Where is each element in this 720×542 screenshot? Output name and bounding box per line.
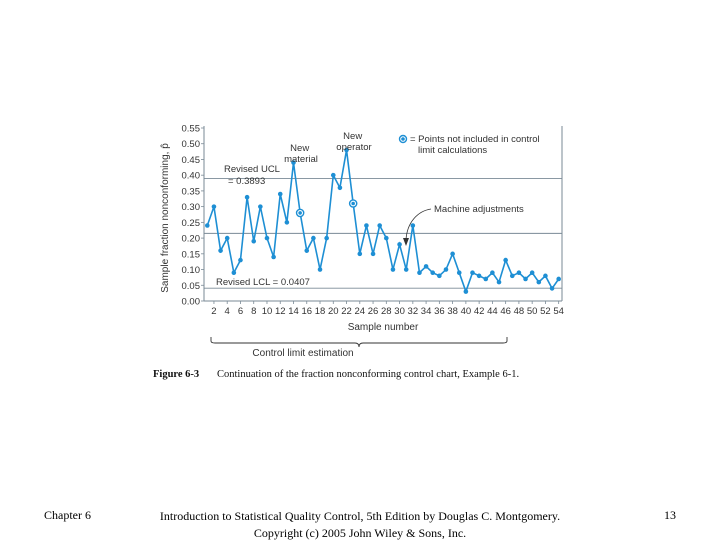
y-tick-label: 0.10 [181, 265, 200, 277]
x-tick-label: 46 [500, 306, 511, 317]
data-point [430, 270, 435, 275]
x-tick-label: 6 [237, 306, 244, 317]
y-tick-label: 0.30 [181, 202, 200, 214]
new-operator-line2: operator [336, 142, 372, 153]
data-point [417, 270, 422, 275]
data-point [258, 204, 263, 209]
x-axis-label: Sample number [347, 322, 419, 333]
data-point [225, 236, 230, 241]
data-point [536, 280, 541, 285]
data-point [411, 223, 416, 228]
data-point [497, 280, 502, 285]
legend-text [410, 134, 542, 156]
data-point [444, 267, 449, 272]
excluded-data-point [351, 202, 355, 206]
data-point [404, 267, 409, 272]
data-point [517, 270, 522, 275]
data-point [357, 252, 362, 257]
x-tick-label: 30 [394, 306, 405, 317]
chapter-label: Chapter 6 [44, 508, 91, 522]
data-point [464, 289, 469, 294]
data-point [285, 220, 290, 225]
data-point [218, 248, 223, 253]
y-axis-label: Sample fraction nonconforming, p̂ [160, 143, 171, 293]
data-point [245, 195, 250, 200]
data-point [364, 223, 369, 228]
book-citation [150, 508, 570, 542]
x-axis-ticks [211, 301, 564, 317]
y-tick-label: 0.40 [181, 170, 200, 182]
x-tick-label: 28 [381, 306, 392, 317]
x-tick-label: 18 [314, 306, 326, 317]
data-point [450, 252, 455, 257]
data-point [437, 274, 442, 279]
x-tick-label: 42 [473, 306, 485, 317]
data-point [324, 236, 329, 241]
new-material-line2: material [284, 154, 318, 165]
x-tick-label: 34 [420, 306, 432, 317]
data-point [304, 248, 309, 253]
data-point [530, 270, 535, 275]
x-tick-label: 24 [354, 306, 366, 317]
legend-line1: = Points not included in control [410, 134, 540, 145]
caption-text: Continuation of the fraction nonconforming control chart, Example 6-1. [217, 369, 520, 380]
y-tick-label: 0.25 [181, 217, 200, 229]
data-point [232, 270, 237, 275]
x-tick-label: 38 [447, 306, 458, 317]
book-citation-line2: Copyright (c) 2005 John Wiley & Sons, Inc. [253, 526, 467, 540]
machine-adjustments-arrow [406, 209, 431, 240]
y-tick-label: 0.00 [181, 296, 200, 308]
x-tick-label: 12 [274, 306, 286, 317]
machine-adjustments-label: Machine adjustments [434, 204, 524, 215]
x-tick-label: 40 [460, 306, 472, 317]
x-tick-label: 54 [553, 306, 564, 317]
data-point [523, 277, 528, 282]
x-tick-label: 2 [211, 306, 217, 317]
x-tick-label: 16 [301, 306, 313, 317]
data-point [251, 239, 256, 244]
x-tick-label: 8 [251, 306, 257, 317]
x-tick-label: 26 [367, 306, 379, 317]
x-tick-label: 22 [341, 306, 352, 317]
x-tick-label: 52 [540, 306, 551, 317]
new-operator-line1: New [343, 131, 363, 142]
data-point [278, 192, 283, 197]
x-tick-label: 44 [487, 306, 498, 317]
excluded-data-point [298, 211, 302, 215]
ucl-label-line2: = 0.3893 [228, 176, 266, 187]
bracket-label: Control limit estimation [252, 348, 354, 359]
data-point [550, 286, 555, 291]
data-point [457, 270, 462, 275]
x-tick-label: 48 [513, 306, 525, 317]
data-point [377, 223, 382, 228]
caption-number: Figure 6-3 [153, 369, 200, 380]
data-point [311, 236, 316, 241]
lcl-label: Revised LCL = 0.0407 [216, 277, 310, 288]
data-point [238, 258, 243, 263]
x-tick-label: 50 [526, 306, 538, 317]
data-point [470, 270, 475, 275]
ucl-label [224, 164, 282, 187]
y-tick-label: 0.45 [181, 154, 200, 166]
y-tick-label: 0.50 [181, 139, 200, 151]
y-tick-label: 0.05 [181, 280, 200, 292]
legend-line2: limit calculations [418, 145, 488, 156]
data-point [371, 252, 376, 257]
data-point [490, 270, 495, 275]
arrow-head-icon [403, 238, 409, 246]
control-chart [150, 120, 570, 390]
new-operator-annotation [336, 131, 371, 153]
data-point [265, 236, 270, 241]
y-axis-ticks [182, 124, 205, 308]
ucl-label-line1: Revised UCL [224, 164, 280, 175]
data-point [543, 274, 548, 279]
y-tick-label: 0.35 [181, 186, 200, 198]
x-tick-label: 32 [407, 306, 419, 317]
data-point [391, 267, 396, 272]
x-tick-label: 36 [434, 306, 445, 317]
x-tick-label: 4 [224, 306, 230, 317]
y-tick-label: 0.15 [181, 249, 200, 261]
data-point [510, 274, 515, 279]
data-point [271, 255, 276, 260]
data-point [318, 267, 323, 272]
figure-caption [153, 369, 519, 380]
data-point [384, 236, 389, 241]
new-material-annotation [284, 143, 318, 165]
bracket-shape [211, 337, 507, 347]
legend [400, 134, 543, 156]
data-point [205, 223, 210, 228]
x-tick-label: 14 [288, 306, 299, 317]
data-point [556, 277, 561, 282]
x-tick-label: 20 [327, 306, 339, 317]
data-point [212, 204, 217, 209]
data-point [424, 264, 429, 269]
new-material-line1: New [290, 143, 310, 154]
machine-adjustments-annotation [403, 204, 524, 246]
data-point [397, 242, 402, 247]
data-point [483, 277, 488, 282]
page-number: 13 [664, 508, 676, 522]
data-point [477, 274, 482, 279]
data-point [338, 185, 343, 190]
data-point [331, 173, 336, 178]
y-tick-label: 0.20 [181, 233, 200, 245]
data-point [503, 258, 508, 263]
book-citation-line1: Introduction to Statistical Quality Control, 5th Edition by Douglas C. Montgomery. [159, 509, 561, 523]
estimation-bracket [211, 337, 507, 359]
y-tick-label: 0.55 [181, 123, 200, 135]
x-tick-label: 10 [261, 306, 273, 317]
legend-marker-dot-icon [401, 137, 405, 141]
